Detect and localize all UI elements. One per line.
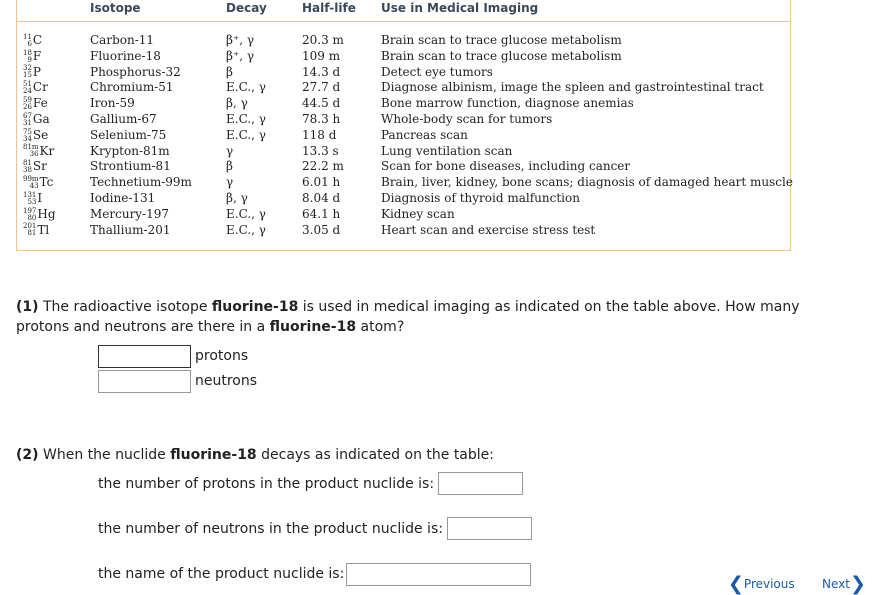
q1-text-a: The radioactive isotope xyxy=(38,299,212,315)
decay-mode: β, γ xyxy=(226,190,248,205)
nuclide-symbol xyxy=(23,144,56,160)
q1-text-b: is used in medical imaging as indicated on the table above. How many protons and neutrons are there in a xyxy=(16,299,800,335)
nuclide-symbol xyxy=(23,49,56,65)
mass-number: 201 xyxy=(23,222,37,231)
isotope-name: Fluorine-18 xyxy=(90,48,161,63)
decay-mode: β xyxy=(226,159,233,174)
product-name-prompt: the name of the product nuclide is: xyxy=(98,566,345,582)
nuclide-scripts xyxy=(23,129,32,143)
half-life-value: 109 m xyxy=(302,48,341,63)
header-half-life: Half-life xyxy=(302,1,356,15)
decay-mode: β, γ xyxy=(226,96,248,111)
half-life-value: 13.3 s xyxy=(302,143,339,158)
product-protons-prompt: the number of protons in the product nuclide is: xyxy=(98,476,435,492)
next-button[interactable] xyxy=(822,573,866,595)
q1-bold-b: fluorine-18 xyxy=(269,319,357,335)
medical-use: Kidney scan xyxy=(381,206,455,221)
isotope-name-column xyxy=(90,33,192,238)
isotope-name: Iodine-131 xyxy=(90,190,156,205)
mass-number: 81 xyxy=(23,159,32,168)
decay-mode: γ xyxy=(226,175,234,190)
element-symbol: P xyxy=(32,64,41,79)
half-life-value: 118 d xyxy=(302,127,337,142)
question-2-text xyxy=(16,445,856,465)
medical-use: Brain scan to trace glucose metabolism xyxy=(381,33,622,47)
mass-number: 11 xyxy=(23,32,32,41)
decay-mode: E.C., γ xyxy=(226,127,266,142)
nuclide-symbol xyxy=(23,223,56,239)
medical-use: Bone marrow function, diagnose anemias xyxy=(381,96,634,111)
decay-mode: E.C., γ xyxy=(226,222,266,237)
nuclide-scripts xyxy=(23,223,36,237)
nuclide-symbol xyxy=(23,65,56,81)
nuclide-scripts xyxy=(23,192,36,206)
atomic-number: 15 xyxy=(23,71,32,80)
half-life-value: 44.5 d xyxy=(302,96,341,111)
medical-use: Pancreas scan xyxy=(381,127,468,142)
atomic-number: 36 xyxy=(29,150,39,159)
protons-label: protons xyxy=(195,348,249,364)
medical-use: Brain, liver, kidney, bone scans; diagnosis of damaged heart muscle xyxy=(381,175,793,190)
nuclide-scripts xyxy=(23,97,32,111)
header-use: Use in Medical Imaging xyxy=(381,1,539,15)
header-divider xyxy=(17,21,790,22)
element-symbol: C xyxy=(32,33,43,47)
isotope-name: Carbon-11 xyxy=(90,33,155,47)
half-life-value: 20.3 m xyxy=(302,33,344,47)
half-life-value: 14.3 d xyxy=(302,64,341,79)
q2-number: (2) xyxy=(16,447,39,463)
product-neutrons-input[interactable] xyxy=(447,517,532,540)
medical-use: Detect eye tumors xyxy=(381,64,493,79)
nuclide-symbol xyxy=(23,191,56,207)
element-symbol: Kr xyxy=(39,143,55,158)
protons-input[interactable] xyxy=(98,345,191,368)
decay-column xyxy=(226,33,266,238)
nuclide-scripts xyxy=(23,144,39,158)
element-symbol: Tl xyxy=(37,222,50,237)
element-symbol: Cr xyxy=(32,80,48,95)
isotope-name: Phosphorus-32 xyxy=(90,64,181,79)
decay-mode: E.C., γ xyxy=(226,80,266,95)
half-life-value: 27.7 d xyxy=(302,80,341,95)
medical-use: Diagnosis of thyroid malfunction xyxy=(381,190,580,205)
element-symbol: I xyxy=(37,190,43,205)
header-isotope: Isotope xyxy=(90,1,141,15)
half-life-value: 6.01 h xyxy=(302,175,341,190)
q1-bold-a: fluorine-18 xyxy=(211,299,299,315)
mass-number: 75 xyxy=(23,127,32,136)
nuclide-symbol xyxy=(23,159,56,175)
decay-mode: β xyxy=(226,64,233,79)
element-symbol: Sr xyxy=(32,159,47,174)
isotope-name: Technetium-99m xyxy=(90,175,192,190)
isotope-name: Thallium-201 xyxy=(90,222,171,237)
element-symbol: Tc xyxy=(39,175,54,190)
isotope-name: Iron-59 xyxy=(90,96,135,111)
chevron-left-icon: ❮ xyxy=(728,573,744,595)
isotope-name: Krypton-81m xyxy=(90,143,170,158)
atomic-number: 43 xyxy=(29,182,39,191)
neutrons-label: neutrons xyxy=(195,373,258,389)
half-life-value: 3.05 d xyxy=(302,222,341,237)
isotope-table xyxy=(16,0,791,251)
q2-text-b: decays as indicated on the table: xyxy=(256,447,494,463)
atomic-number: 31 xyxy=(23,118,32,127)
nuclide-symbol xyxy=(23,175,56,191)
element-symbol: Ga xyxy=(32,111,50,126)
medical-use: Whole-body scan for tumors xyxy=(381,111,553,126)
mass-number: 99m xyxy=(23,175,39,184)
element-symbol: Fe xyxy=(32,96,48,111)
decay-mode: β⁺, γ xyxy=(226,48,255,63)
medical-use: Brain scan to trace glucose metabolism xyxy=(381,48,622,63)
mass-number: 67 xyxy=(23,111,32,120)
product-name-input[interactable] xyxy=(346,563,531,586)
q2-bold-a: fluorine-18 xyxy=(170,447,257,463)
header-decay: Decay xyxy=(226,1,267,15)
neutrons-input[interactable] xyxy=(98,370,191,393)
question-1-text xyxy=(16,297,856,337)
nuclide-scripts xyxy=(23,208,36,222)
mass-number: 131 xyxy=(23,190,37,199)
decay-mode: γ xyxy=(226,143,234,158)
chevron-right-icon: ❯ xyxy=(849,573,866,595)
decay-mode: β⁺, γ xyxy=(226,33,255,47)
medical-use: Diagnose albinism, image the spleen and gastrointestinal tract xyxy=(381,80,764,95)
nuclide-scripts xyxy=(23,65,32,79)
isotope-name: Gallium-67 xyxy=(90,111,157,126)
atomic-number: 38 xyxy=(23,166,32,175)
decay-mode: E.C., γ xyxy=(226,111,266,126)
nuclide-symbol-column xyxy=(23,33,56,238)
medical-use: Scan for bone diseases, including cancer xyxy=(381,159,631,174)
nuclide-symbol xyxy=(23,33,56,49)
nuclide-scripts xyxy=(23,113,32,127)
isotope-name: Strontium-81 xyxy=(90,159,171,174)
product-neutrons-prompt: the number of neutrons in the product nuclide is: xyxy=(98,521,443,537)
half-life-value: 64.1 h xyxy=(302,206,341,221)
nuclide-symbol xyxy=(23,96,56,112)
nuclide-symbol xyxy=(23,207,56,223)
mass-number: 18 xyxy=(23,48,32,57)
next-label: Next xyxy=(822,577,850,591)
mass-number: 32 xyxy=(23,64,32,73)
q2-text-a: When the nuclide xyxy=(38,447,171,463)
nuclide-scripts xyxy=(23,50,32,64)
mass-number: 197 xyxy=(23,206,37,215)
atomic-number: 6 xyxy=(27,39,32,48)
nuclide-symbol xyxy=(23,128,56,144)
medical-use: Lung ventilation scan xyxy=(381,143,513,158)
isotope-name: Mercury-197 xyxy=(90,206,170,221)
product-protons-input[interactable] xyxy=(438,472,523,495)
element-symbol: Hg xyxy=(37,206,56,221)
mass-number: 59 xyxy=(23,96,32,105)
previous-button[interactable] xyxy=(728,573,795,595)
nuclide-scripts xyxy=(23,34,32,48)
element-symbol: Se xyxy=(32,127,49,142)
mass-number: 81m xyxy=(23,143,39,152)
use-column xyxy=(381,33,793,238)
medical-use: Heart scan and exercise stress test xyxy=(381,222,596,237)
nuclide-scripts xyxy=(23,176,39,190)
atomic-number: 26 xyxy=(23,103,32,112)
nuclide-symbol xyxy=(23,80,56,96)
half-life-column xyxy=(302,33,344,238)
isotope-name: Chromium-51 xyxy=(90,80,174,95)
q1-number: (1) xyxy=(16,299,39,315)
isotope-name: Selenium-75 xyxy=(90,127,167,142)
nuclide-scripts xyxy=(23,81,32,95)
atomic-number: 53 xyxy=(27,197,37,206)
atomic-number: 81 xyxy=(27,229,37,238)
mass-number: 51 xyxy=(23,80,32,89)
previous-label: Previous xyxy=(743,577,795,591)
atomic-number: 80 xyxy=(27,213,37,222)
atomic-number: 34 xyxy=(23,134,32,143)
nuclide-scripts xyxy=(23,160,32,174)
atomic-number: 9 xyxy=(27,55,32,64)
nuclide-symbol xyxy=(23,112,56,128)
element-symbol: F xyxy=(32,48,42,63)
half-life-value: 22.2 m xyxy=(302,159,344,174)
decay-mode: E.C., γ xyxy=(226,206,266,221)
atomic-number: 24 xyxy=(23,87,32,96)
half-life-value: 78.3 h xyxy=(302,111,341,126)
q1-text-c: atom? xyxy=(356,319,405,335)
half-life-value: 8.04 d xyxy=(302,190,341,205)
